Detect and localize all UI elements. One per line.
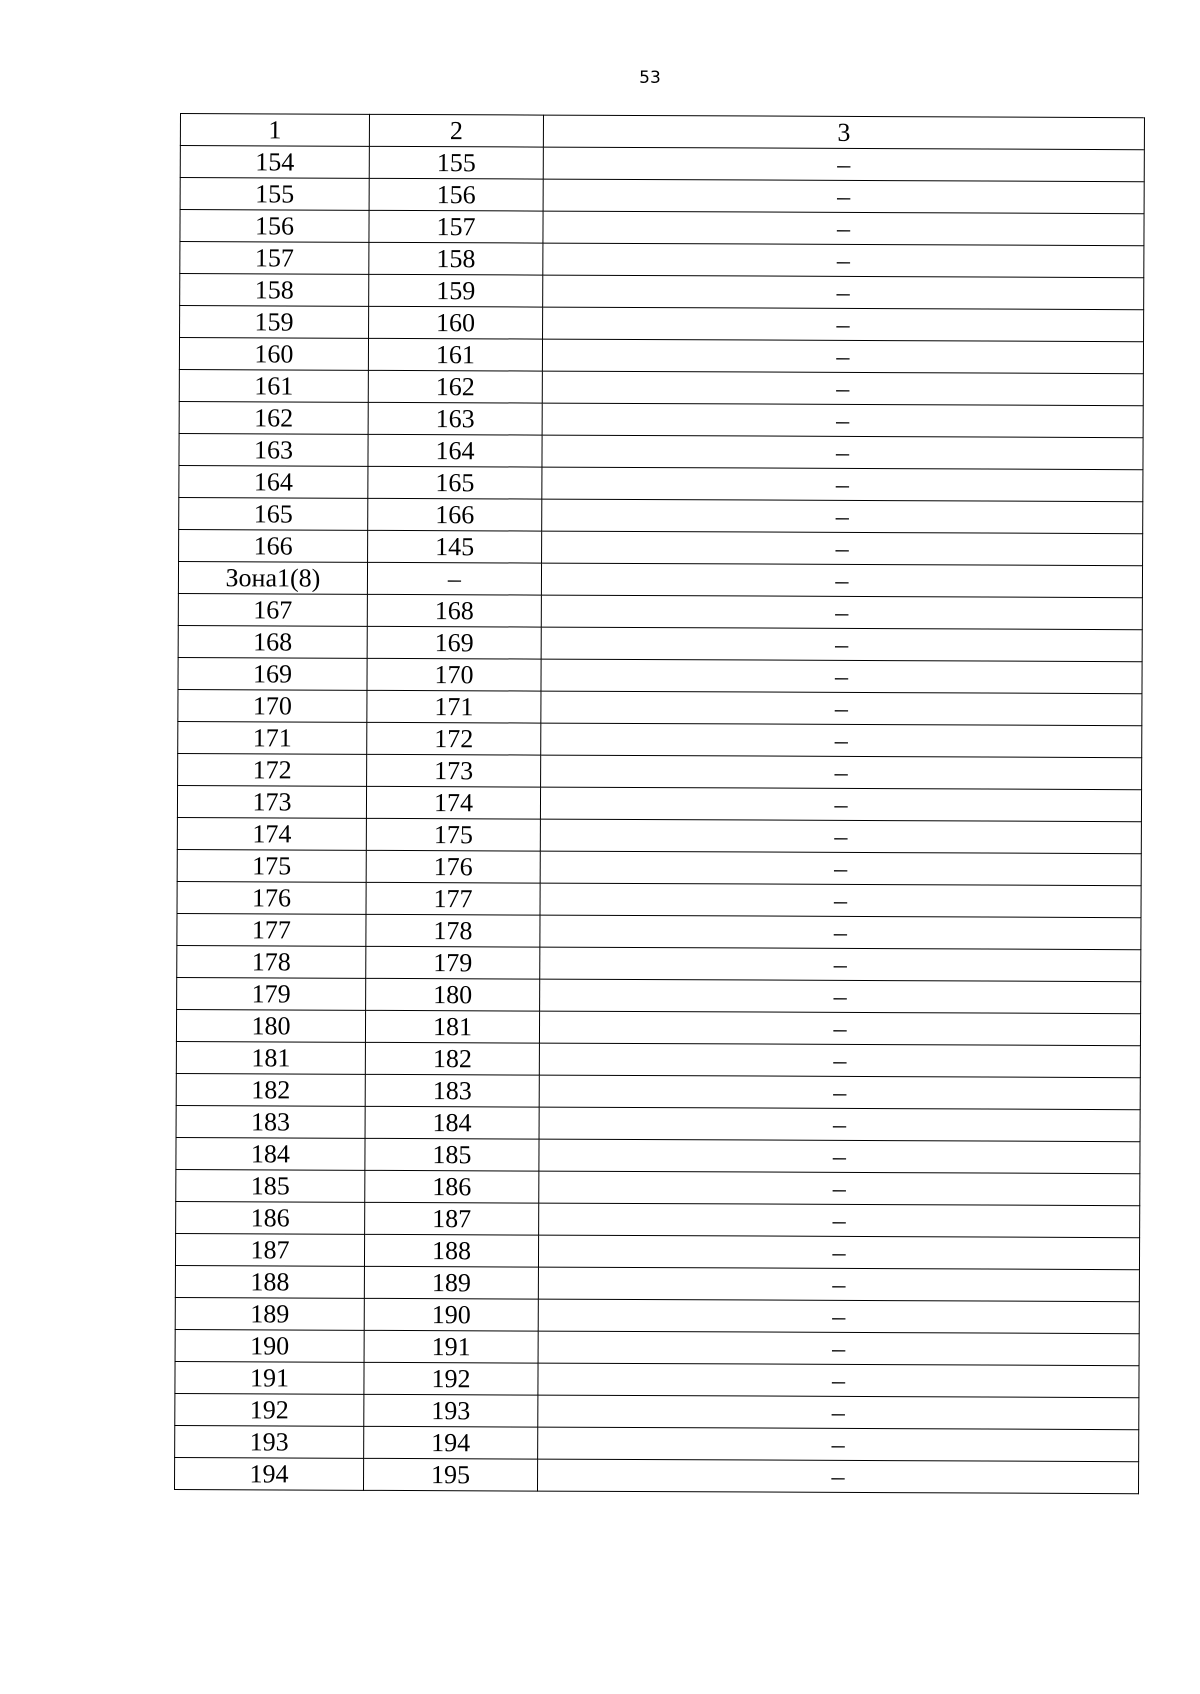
table-cell-col-2: 145 [368,530,542,563]
table-cell-col-3: – [540,819,1141,854]
table-cell-col-2: 195 [363,1458,537,1491]
table-cell-col-3: – [539,1011,1140,1046]
table-cell-col-1: 159 [180,306,369,339]
table-cell-col-1: 179 [177,977,366,1010]
table-cell-col-1: 170 [178,689,367,722]
table-row [177,945,1141,981]
table-cell-col-2: 164 [368,434,542,467]
table-cell-col-2: 190 [364,1298,538,1331]
table-cell-col-3: – [541,755,1142,790]
table-cell-col-3: – [541,723,1142,758]
table-cell-col-1: 177 [177,913,366,946]
table-cell-col-2: 182 [365,1042,539,1075]
table-cell-col-2: 170 [367,658,541,691]
table-cell-col-3: – [542,499,1143,534]
table-cell-col-2: 163 [368,402,542,435]
header-cell-1: 1 [180,114,369,147]
table-cell-col-1: 154 [180,146,369,179]
table-row [180,146,1144,182]
table-cell-col-3: – [539,1203,1140,1238]
table-cell-col-3: – [539,1043,1140,1078]
table-cell-col-3: – [542,403,1143,438]
table-cell-col-1: 182 [176,1073,365,1106]
table-cell-col-3: – [538,1299,1139,1334]
table-cell-col-1: 189 [175,1297,364,1330]
table-row [175,1361,1139,1397]
table-cell-col-1: 168 [178,625,367,658]
table-cell-col-2: 187 [365,1202,539,1235]
table-cell-col-1: 180 [176,1009,365,1042]
table-cell-col-1: 167 [178,593,367,626]
table-cell-col-2: 193 [364,1394,538,1427]
table-row [176,1073,1140,1109]
header-cell-3: 3 [543,115,1144,150]
table-cell-col-2: 158 [369,242,543,275]
table-row [176,1041,1140,1077]
table-cell-col-3: – [538,1427,1139,1462]
table-row [175,1265,1139,1301]
table-cell-col-2: 157 [369,210,543,243]
table-cell-col-3: – [541,595,1142,630]
table-cell-col-1: 156 [180,210,369,243]
table-cell-col-2: 161 [368,338,542,371]
table-row [180,178,1144,214]
table-cell-col-2: 171 [367,690,541,723]
table-cell-col-2: 178 [366,914,540,947]
table-cell-col-3: – [541,691,1142,726]
table-cell-col-2: 169 [367,626,541,659]
table-row [177,881,1141,917]
table-cell-col-1: 169 [178,657,367,690]
table-cell-col-1: 181 [176,1041,365,1074]
table-row [176,1137,1140,1173]
table-cell-col-3: – [541,627,1142,662]
table-cell-col-1: 174 [177,817,366,850]
page-number: 53 [639,68,661,88]
table-row [176,1105,1140,1141]
table-cell-col-3: – [543,211,1144,246]
table-cell-col-1: 188 [175,1265,364,1298]
table-row [176,1009,1140,1045]
table-cell-col-2: 176 [366,850,540,883]
table-row [177,913,1141,949]
table-row [179,529,1143,565]
table-cell-col-3: – [542,467,1143,502]
table-cell-col-2: 172 [367,722,541,755]
table-row [179,338,1143,374]
table-cell-col-2: 165 [368,466,542,499]
table-cell-col-2: 174 [366,786,540,819]
table-row [177,977,1141,1013]
table-cell-col-1: 165 [179,497,368,530]
table-cell-col-1: 185 [176,1169,365,1202]
table-cell-col-3: – [538,1331,1139,1366]
table-cell-col-2: 159 [369,274,543,307]
table-cell-col-2: 183 [365,1074,539,1107]
table-cell-col-2: 168 [367,594,541,627]
table-cell-col-1: 161 [179,369,368,402]
table-cell-col-2: 162 [368,370,542,403]
table-cell-col-1: 160 [179,338,368,371]
table-cell-col-3: – [540,915,1141,950]
header-cell-2: 2 [369,114,543,147]
table-row [179,465,1143,501]
table-cell-col-3: – [542,531,1143,566]
table-row [178,625,1142,661]
table-cell-col-1: 163 [179,433,368,466]
table-row [174,1457,1138,1493]
table-cell-col-3: – [540,883,1141,918]
table-row [179,401,1143,437]
table-row [180,242,1144,278]
data-table [174,113,1145,1494]
table-cell-col-3: – [541,563,1142,598]
table-cell-col-1: 192 [175,1393,364,1426]
table-cell-col-1: 184 [176,1137,365,1170]
table-cell-col-1: 175 [177,849,366,882]
table-cell-col-1: 176 [177,881,366,914]
table-body [174,114,1144,1494]
table-cell-col-1: 162 [179,401,368,434]
table-row [176,1169,1140,1205]
table-cell-col-2: 185 [365,1138,539,1171]
table-cell-col-2: 192 [364,1362,538,1395]
table-cell-col-2: 184 [365,1106,539,1139]
table-cell-col-1: 186 [176,1201,365,1234]
table-cell-col-1: 187 [175,1233,364,1266]
table-cell-col-3: – [539,1075,1140,1110]
table-cell-col-1: 157 [180,242,369,275]
table-row [177,817,1141,853]
table-cell-col-3: – [540,979,1141,1014]
table-cell-col-3: – [538,1267,1139,1302]
table-cell-col-3: – [539,1107,1140,1142]
table-cell-col-3: – [542,371,1143,406]
table-cell-col-3: – [543,243,1144,278]
table-cell-col-3: – [538,1395,1139,1430]
table-row [177,785,1141,821]
table-cell-col-1: 171 [178,721,367,754]
table-cell-col-1: 166 [179,529,368,562]
table-row [180,210,1144,246]
table-row [180,274,1144,310]
table-cell-col-3: – [539,1139,1140,1174]
table-cell-col-1: 164 [179,465,368,498]
table-cell-col-3: – [543,275,1144,310]
table-row [178,689,1142,725]
table-cell-col-1: 194 [174,1457,363,1490]
table-cell-col-1: 190 [175,1329,364,1362]
table-row [175,1297,1139,1333]
table-cell-col-2: – [367,562,541,595]
table-cell-col-1: 172 [178,753,367,786]
table-row [177,849,1141,885]
table-cell-col-2: 177 [366,882,540,915]
table-cell-col-3: – [541,659,1142,694]
table-cell-col-3: – [539,1171,1140,1206]
table-cell-col-1: 155 [180,178,369,211]
table-cell-col-1: Зона1(8) [178,561,367,594]
table-cell-col-3: – [540,947,1141,982]
table-cell-col-2: 173 [367,754,541,787]
table-cell-col-2: 179 [366,946,540,979]
table-cell-col-3: – [543,147,1144,182]
table-cell-col-3: – [543,307,1144,342]
table-row [178,593,1142,629]
table-cell-col-2: 156 [369,178,543,211]
table-cell-col-3: – [538,1235,1139,1270]
table-cell-col-1: 191 [175,1361,364,1394]
table-row [175,1393,1139,1429]
table-row [179,369,1143,405]
table-cell-col-2: 166 [368,498,542,531]
table-row [179,497,1143,533]
table-row [176,1201,1140,1237]
table-cell-col-3: – [542,435,1143,470]
table-cell-col-2: 175 [366,818,540,851]
table-cell-col-3: – [540,851,1141,886]
table-row [178,561,1142,597]
table-cell-col-3: – [542,339,1143,374]
table-cell-col-2: 181 [365,1010,539,1043]
table-header-row [180,114,1144,150]
table-row [179,433,1143,469]
table-row [175,1329,1139,1365]
table-cell-col-1: 158 [180,274,369,307]
table-cell-col-1: 178 [177,945,366,978]
table-row [178,657,1142,693]
table-row [178,753,1142,789]
table-cell-col-2: 188 [364,1234,538,1267]
table-cell-col-2: 155 [369,146,543,179]
table-cell-col-2: 189 [364,1266,538,1299]
table-cell-col-3: – [537,1459,1138,1494]
table-row [180,306,1144,342]
table-cell-col-2: 191 [364,1330,538,1363]
table-cell-col-2: 180 [366,978,540,1011]
table-cell-col-3: – [538,1363,1139,1398]
table-cell-col-3: – [543,179,1144,214]
table-cell-col-1: 193 [175,1425,364,1458]
table-cell-col-2: 186 [365,1170,539,1203]
table-cell-col-1: 173 [177,785,366,818]
table-cell-col-2: 194 [364,1426,538,1459]
table-cell-col-1: 183 [176,1105,365,1138]
table-row [178,721,1142,757]
table-cell-col-3: – [540,787,1141,822]
table-row [175,1425,1139,1461]
table-row [175,1233,1139,1269]
table-cell-col-2: 160 [369,306,543,339]
